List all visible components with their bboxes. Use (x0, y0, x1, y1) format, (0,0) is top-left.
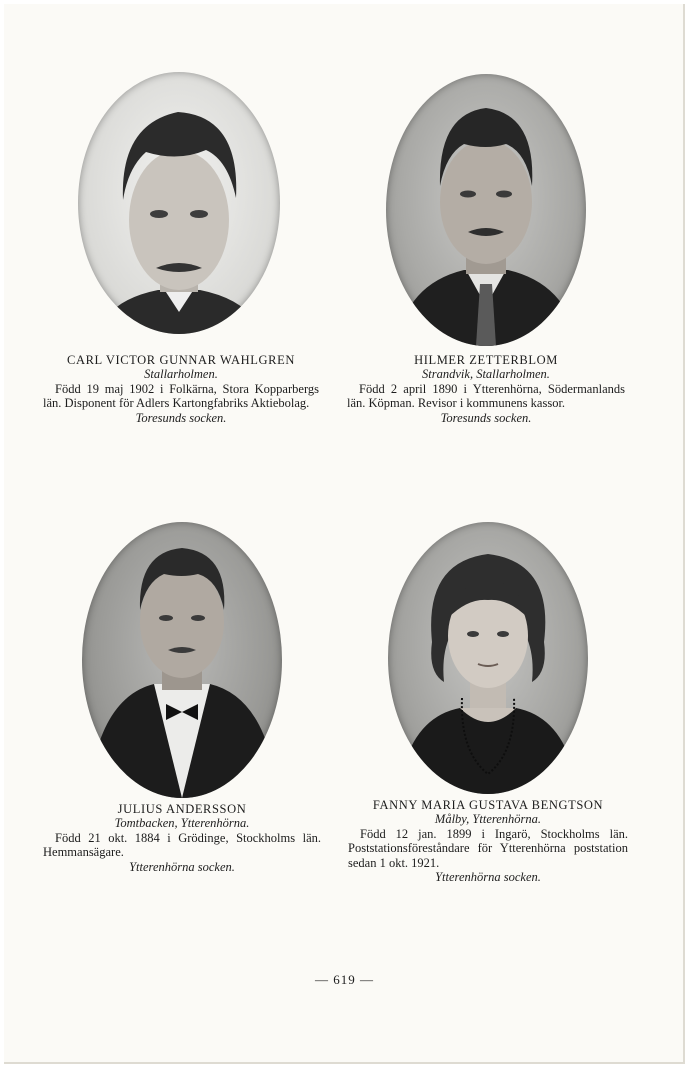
person-name: HILMER ZETTERBLOM (414, 353, 558, 367)
biography-entry (43, 353, 319, 425)
biography-entry (43, 802, 321, 874)
person-biography: Född 2 april 1890 i Ytterenhörna, Södermanlands län. Köpman. Revisor i kommunens kassor. (347, 381, 625, 411)
portrait-photo (78, 72, 280, 334)
person-residence: Målby, Ytterenhörna. (434, 812, 542, 827)
person-biography: Född 21 okt. 1884 i Grödinge, Stockholms län. Hemmansägare. (43, 830, 321, 860)
biography-entry (347, 353, 625, 425)
portrait-figure (388, 522, 588, 794)
portrait-figure (78, 72, 280, 334)
person-biography: Född 19 maj 1902 i Folkärna, Stora Kopparbergs län. Disponent för Adlers Kartongfabriks Aktiebolag. (43, 381, 319, 411)
person-name: CARL VICTOR GUNNAR WAHLGREN (67, 353, 295, 367)
person-name: FANNY MARIA GUSTAVA BENGTSON (372, 798, 604, 812)
portrait-photo (82, 522, 282, 798)
person-residence: Stallarholmen. (144, 367, 218, 382)
person-parish: Ytterenhörna socken. (435, 870, 541, 885)
portrait-figure (386, 74, 586, 346)
person-name: JULIUS ANDERSSON (117, 802, 247, 816)
portrait-photo (388, 522, 588, 794)
page-number: — 619 — (315, 972, 374, 987)
person-biography: Född 12 jan. 1899 i Ingarö, Stockholms län. Poststationsföreståndare för Ytterenhörna poststation sedan 1 okt. 1921. (348, 826, 628, 870)
portrait-figure (82, 522, 282, 798)
person-residence: Tomtbacken, Ytterenhörna. (114, 816, 250, 831)
person-parish: Toresunds socken. (135, 410, 227, 425)
person-parish: Toresunds socken. (440, 410, 532, 425)
portrait-photo (386, 74, 586, 346)
person-residence: Strandvik, Stallarholmen. (422, 367, 550, 382)
biography-entry (348, 798, 628, 884)
person-parish: Ytterenhörna socken. (129, 859, 235, 874)
